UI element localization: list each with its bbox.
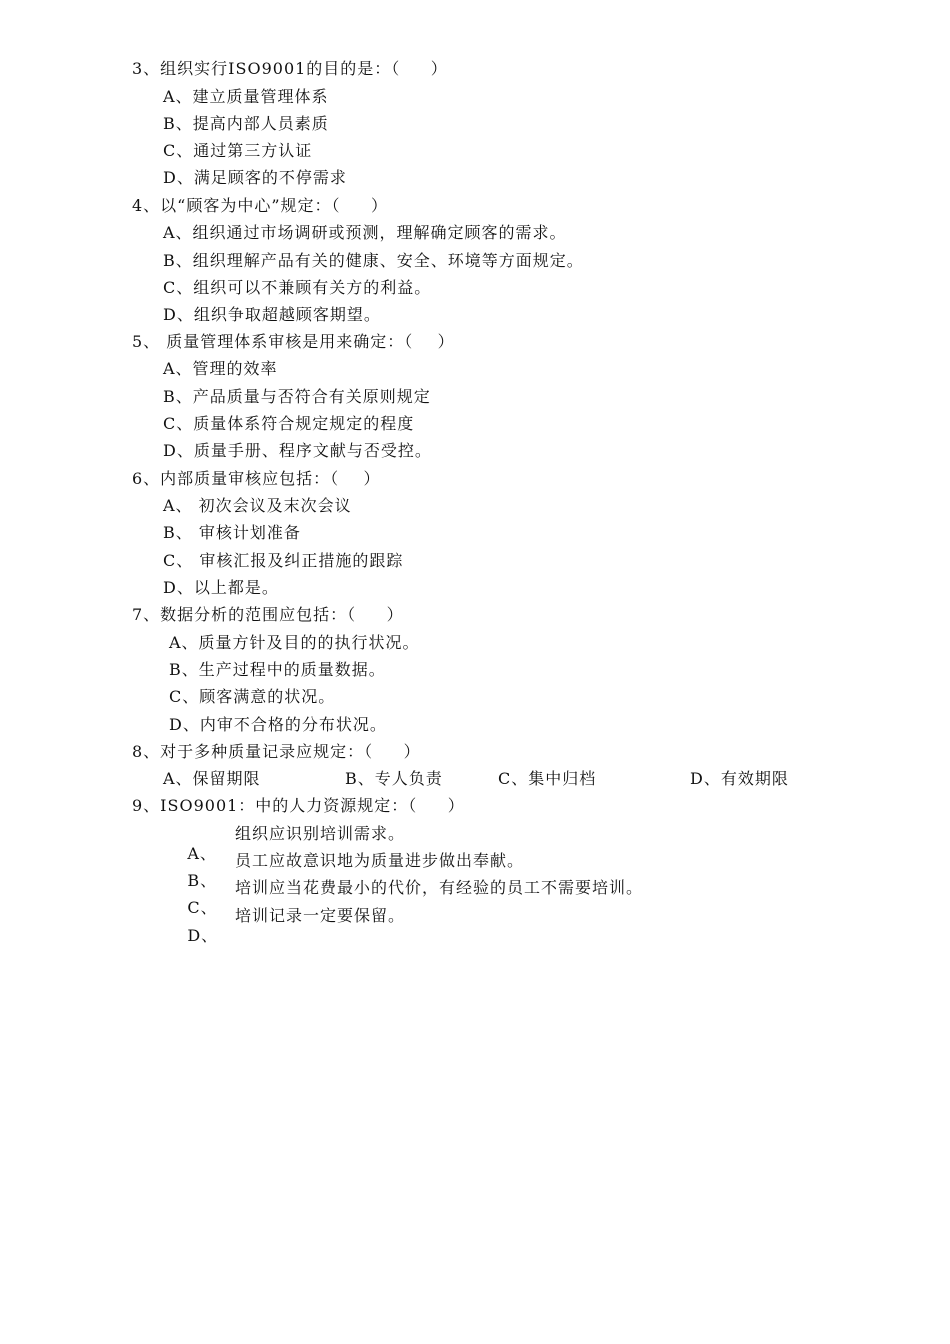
question-6-option-b: B、 审核计划准备 bbox=[163, 523, 301, 542]
question-6-option-d: D、以上都是。 bbox=[163, 578, 279, 597]
question-7-option-a: A、质量方针及目的的执行状况。 bbox=[169, 633, 420, 652]
question-6-option-a: A、 初次会议及末次会议 bbox=[163, 496, 352, 515]
option-text: 培训记录一定要保留。 bbox=[235, 906, 406, 925]
question-5-option-b: B、产品质量与否符合有关原则规定 bbox=[163, 387, 431, 406]
question-7-option-b: B、生产过程中的质量数据。 bbox=[169, 660, 386, 679]
question-9-option-d bbox=[163, 906, 406, 986]
option-label: C、 bbox=[187, 898, 218, 917]
question-5-option-c: C、质量体系符合规定规定的程度 bbox=[163, 414, 415, 433]
question-4-option-d: D、组织争取超越顾客期望。 bbox=[163, 305, 381, 324]
question-6-stem: 6、内部质量审核应包括：（ ） bbox=[132, 469, 381, 488]
option-label: D、 bbox=[187, 926, 219, 945]
question-7-option-c: C、顾客满意的状况。 bbox=[169, 687, 336, 706]
option-label: A、 bbox=[187, 844, 217, 863]
option-label: B、 bbox=[187, 871, 218, 890]
question-8-option-c: C、集中归档 bbox=[498, 769, 597, 788]
question-3-option-c: C、通过第三方认证 bbox=[163, 141, 313, 160]
option-text: 员工应故意识地为质量进步做出奉献。 bbox=[235, 851, 525, 870]
question-5-option-a: A、管理的效率 bbox=[163, 359, 278, 378]
question-5-stem: 5、 质量管理体系审核是用来确定：（ ） bbox=[132, 332, 455, 351]
question-4-stem: 4、以“顾客为中心”规定：（ ） bbox=[132, 196, 388, 215]
option-text: 组织应识别培训需求。 bbox=[235, 824, 406, 843]
question-8-stem: 8、对于多种质量记录应规定：（ ） bbox=[132, 742, 421, 761]
question-8-option-a: A、保留期限 bbox=[163, 769, 261, 788]
option-text: 培训应当花费最小的代价，有经验的员工不需要培训。 bbox=[235, 878, 644, 897]
question-3-stem: 3、组织实行ISO9001的目的是：（ ） bbox=[132, 59, 448, 78]
question-7-stem: 7、数据分析的范围应包括：（ ） bbox=[132, 605, 404, 624]
question-3-option-d: D、满足顾客的不停需求 bbox=[163, 168, 347, 187]
question-4-option-b: B、组织理解产品有关的健康、安全、环境等方面规定。 bbox=[163, 251, 584, 270]
question-9-stem: 9、ISO9001：中的人力资源规定：（ ） bbox=[132, 796, 465, 815]
question-8-option-d: D、有效期限 bbox=[690, 769, 789, 788]
question-4-option-a: A、组织通过市场调研或预测，理解确定顾客的需求。 bbox=[163, 223, 567, 242]
question-3-option-a: A、建立质量管理体系 bbox=[163, 87, 329, 106]
question-4-option-c: C、组织可以不兼顾有关方的利益。 bbox=[163, 278, 432, 297]
question-8-option-b: B、专人负责 bbox=[345, 769, 443, 788]
question-7-option-d: D、内审不合格的分布状况。 bbox=[169, 715, 387, 734]
question-3-option-b: B、提高内部人员素质 bbox=[163, 114, 329, 133]
question-6-option-c: C、 审核汇报及纠正措施的跟踪 bbox=[163, 551, 404, 570]
question-5-option-d: D、质量手册、程序文献与否受控。 bbox=[163, 441, 432, 460]
